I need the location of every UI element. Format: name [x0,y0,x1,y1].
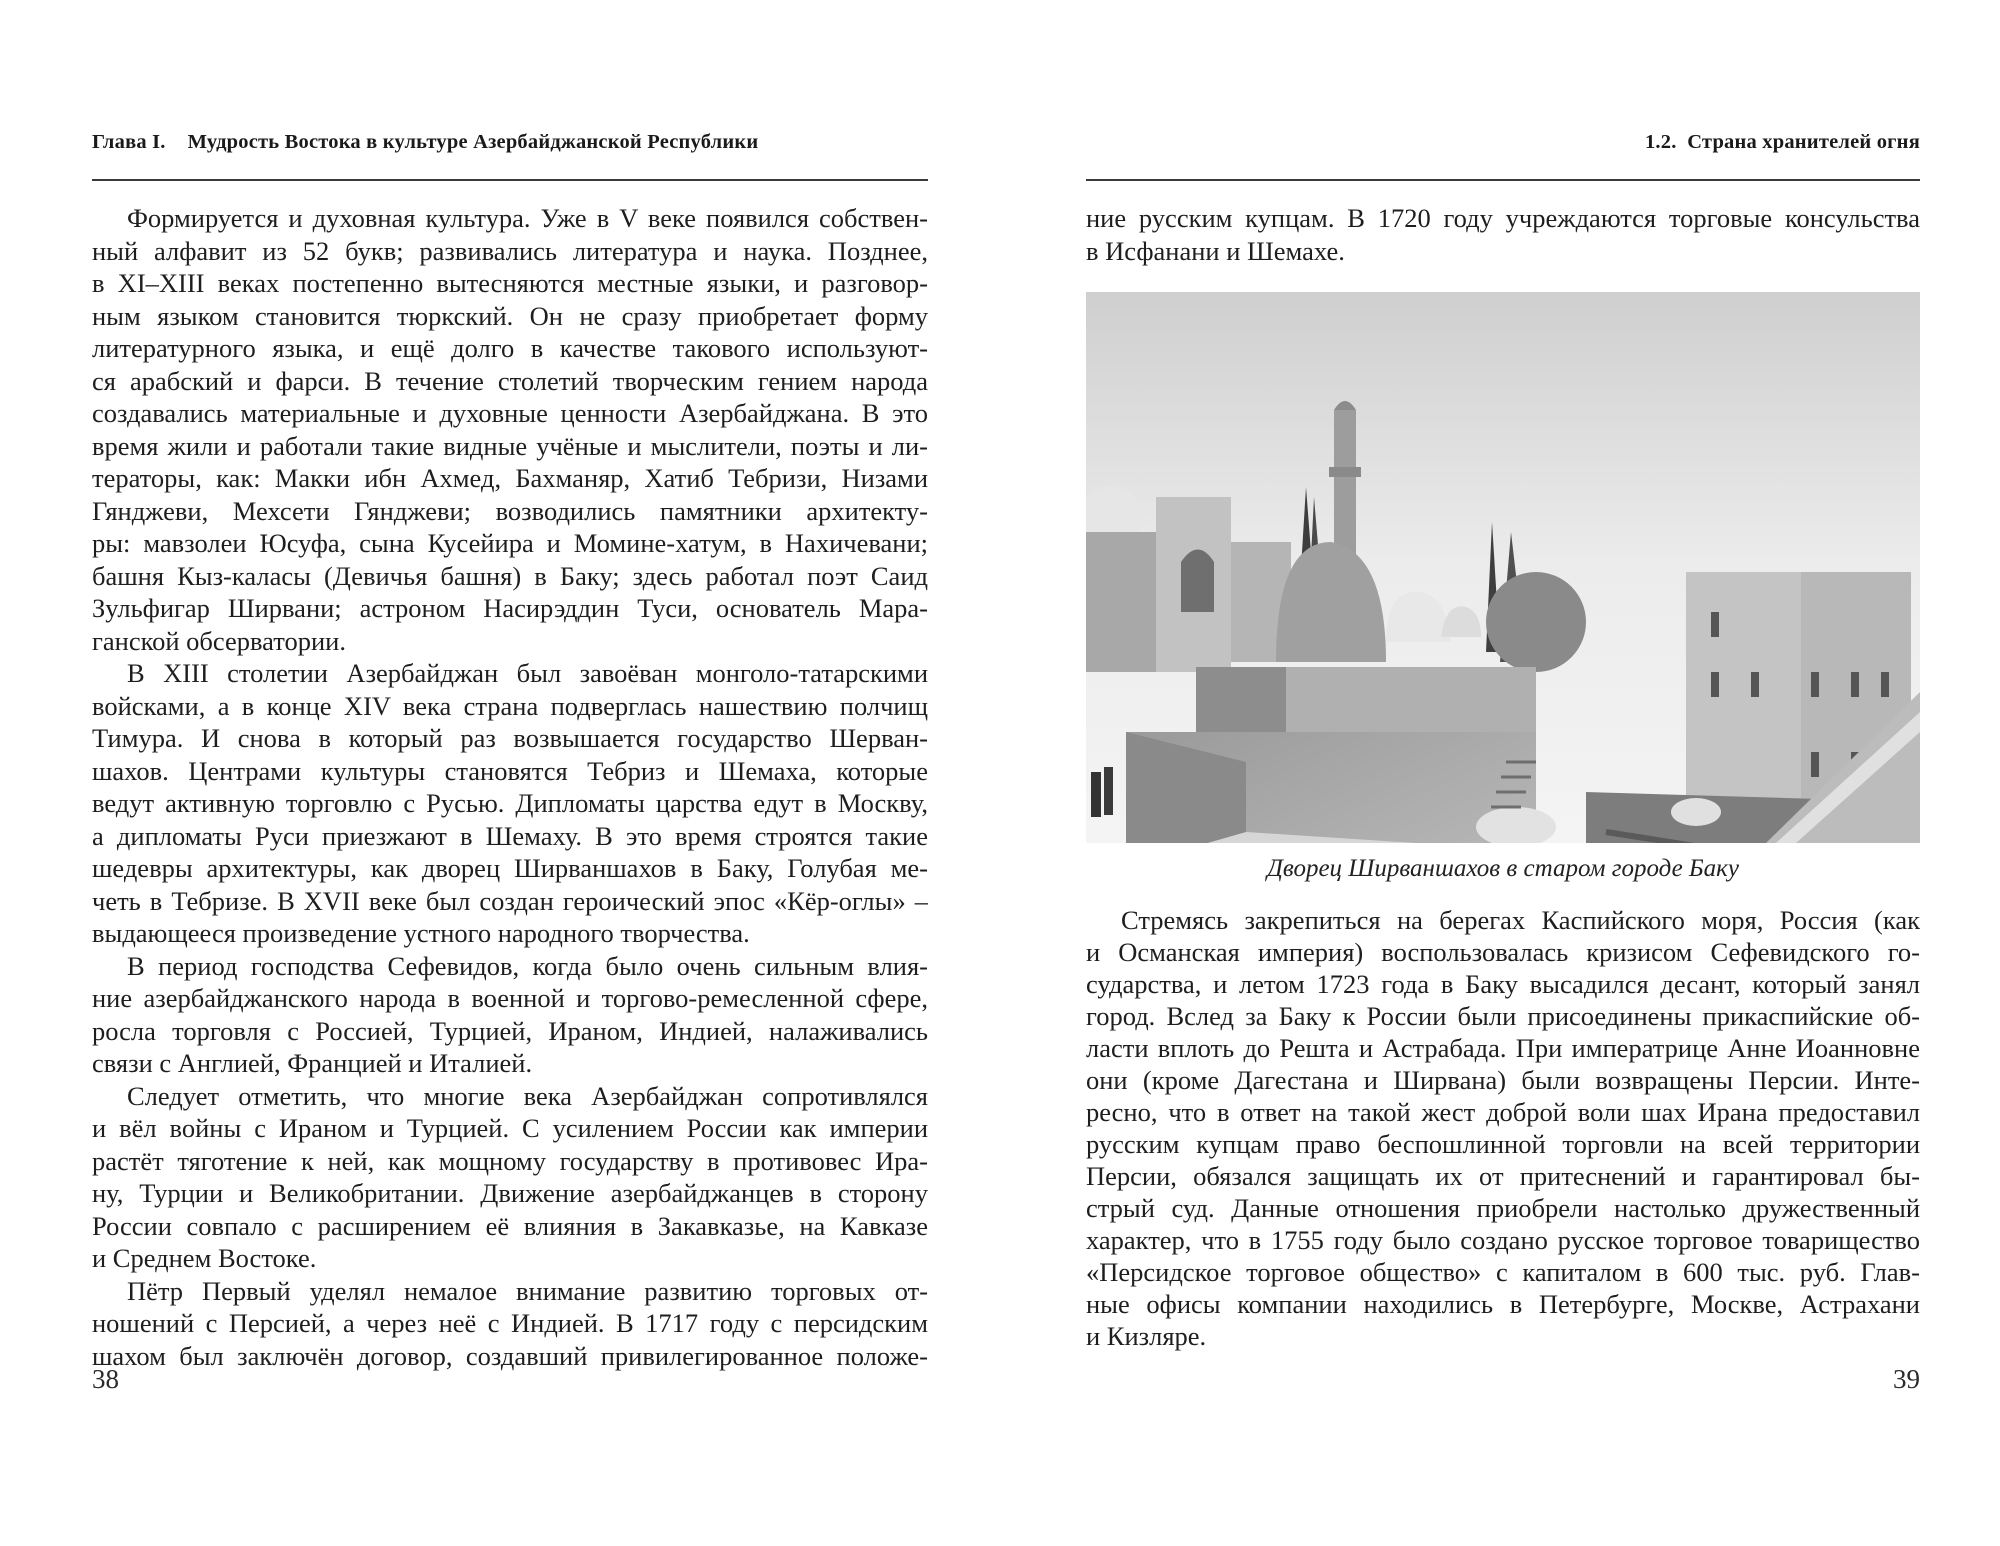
text-line: ласти вплоть до Решта и Астрабада. При императрице Анне Иоанновне [1086,1033,1920,1063]
running-head-right [1086,131,1920,154]
text-line: ние азербайджанского народа в военной и торгово-ремесленной сфере, [92,983,928,1013]
text-line: тераторы, как: Макки ибн Ахмед, Бахманяр, Хатиб Тебризи, Низами [92,463,928,493]
text-line: ным языком становится тюркский. Он не сразу приобретает форму [92,300,928,331]
text-line: шахов. Центрами культуры становятся Тебриз и Шемаха, которые [92,755,928,786]
text-line: ведут активную торговлю с Русью. Дипломаты царства едут в Москву, [92,788,928,818]
text-line: выдающееся произведение устного народного творчества. [92,918,750,948]
text-line: ный алфавит из 52 букв; развивались литература и наука. Позднее, [92,235,928,266]
text-line: Стремясь закрепиться на берегах Каспийского моря, Россия (как [1121,905,1920,935]
text-line: в XI–XIII веках постепенно вытесняются местные языки, и разговор- [92,268,928,298]
text-line: Тимура. И снова в который раз возвышается государство Шерван- [92,723,928,753]
text-line: Гянджеви, Мехсети Гянджеви; возводились памятники архитекту- [92,495,928,526]
right-page [1086,0,1920,1546]
text-line: Пётр Первый уделял немалое внимание развитию торговых от- [127,1275,928,1306]
chapter-title: Мудрость Востока в культуре Азербайджанской Республики [187,131,759,153]
text-line: башня Кыз-каласы (Девичья башня) в Баку; здесь работал поэт Саид [92,560,928,591]
text-line: Зульфигар Ширвани; астроном Насирэддин Туси, основатель Мара- [92,593,928,623]
page-number-right: 39 [1893,1364,1920,1394]
text-line: «Персидское торговое общество» с капиталом в 600 тыс. руб. Глав- [1086,1257,1920,1287]
text-line: росла торговля с Россией, Турцией, Ираном, Индией, налаживались [92,1015,928,1046]
chapter-label: Глава I. [92,131,166,153]
header-rule-right [1086,179,1920,181]
text-line: шахом был заключён договор, создавший привилегированное положе- [92,1340,928,1371]
right-body-text-bottom [1086,904,1920,1352]
text-line: России совпало с расширением её влияния в Закавказье, на Кавказе [92,1210,928,1241]
text-line: шедевры архитектуры, как дворец Ширваншахов в Баку, Голубая ме- [92,853,928,883]
text-line: четь в Тебризе. В XVII веке был создан героический эпос «Кёр-оглы» – [92,885,928,916]
text-line: время жили и работали такие видные учёные и мыслители, поэты и ли- [92,430,928,461]
text-line: ну, Турции и Великобритании. Движение азербайджанцев в сторону [92,1178,928,1208]
text-line: В XIII столетии Азербайджан был завоёван монголо-татарскими [127,658,928,688]
text-line: стрый суд. Данные отношения приобрели настолько дружественный [1086,1193,1920,1223]
text-line: войсками, а в конце XIV века страна подверглась нашествию полчищ [92,690,928,721]
page-number-left: 38 [92,1364,119,1394]
text-line: Следует отметить, что многие века Азербайджан сопротивлялся [127,1080,928,1111]
text-line: ресно, что в ответ на такой жест доброй воли шах Ирана предоставил [1086,1097,1920,1127]
left-page [92,0,928,1546]
right-body-text-top [1086,202,1920,267]
text-line: ры: мавзолеи Юсуфа, сына Кусейира и Момине-хатум, в Нахичевани; [92,528,928,558]
text-line: Персии, обязался защищать их от притеснений и гарантировал бы- [1086,1161,1920,1191]
text-line: ганской обсерватории. [92,625,346,656]
text-line: русским купцам право беспошлинной торговли на всей территории [1086,1129,1920,1159]
text-line: и вёл войны с Ираном и Турцией. С усилением России как империи [92,1113,928,1143]
text-line: растёт тяготение к ней, как мощному государству в противовес Ира- [92,1145,928,1176]
text-line: Формируется и духовная культура. Уже в V веке появился собствен- [127,203,928,233]
text-line: связи с Англией, Францией и Италией. [92,1048,533,1078]
text-line: ся арабский и фарси. В течение столетий творческим гением народа [92,365,928,396]
text-line: в Исфанани и Шемахе. [1086,235,1345,266]
text-line: создавались материальные и духовные ценности Азербайджана. В это [92,398,928,428]
text-line: ношений с Персией, а через неё с Индией. В 1717 году с персидским [92,1308,928,1338]
section-number: 1.2. [1644,131,1677,153]
figure-caption: Дворец Ширваншахов в старом городе Баку [1267,855,1739,882]
left-body-text [92,202,928,1372]
running-head-left [92,131,928,154]
section-title: Страна хранителей огня [1687,131,1920,153]
text-line: а дипломаты Руси приезжают в Шемаху. В это время строятся такие [92,820,928,851]
header-rule-left [92,179,928,181]
palace-photo-image [1086,292,1920,843]
text-line: литературного языка, и ещё долго в качестве такового используют- [92,333,928,363]
text-line: В период господства Сефевидов, когда было очень сильным влия- [127,950,928,981]
text-line: характер, что в 1755 году было создано русское торговое товарищество [1086,1225,1920,1255]
text-line: и Кизляре. [1086,1321,1207,1351]
text-line: ные офисы компании находились в Петербурге, Москве, Астрахани [1086,1289,1920,1319]
text-line: сударства, и летом 1723 года в Баку высадился десант, который занял [1086,969,1920,999]
text-line: они (кроме Дагестана и Ширвана) были возвращены Персии. Инте- [1086,1065,1920,1095]
text-line: ние русским купцам. В 1720 году учреждаются торговые консульства [1086,203,1920,233]
figure-photo [1086,292,1920,843]
text-line: город. Вслед за Баку к России были присоединены прикаспийские об- [1086,1001,1920,1031]
text-line: и Среднем Востоке. [92,1243,317,1273]
text-line: и Османская империя) воспользовалась кризисом Сефевидского го- [1086,937,1920,967]
